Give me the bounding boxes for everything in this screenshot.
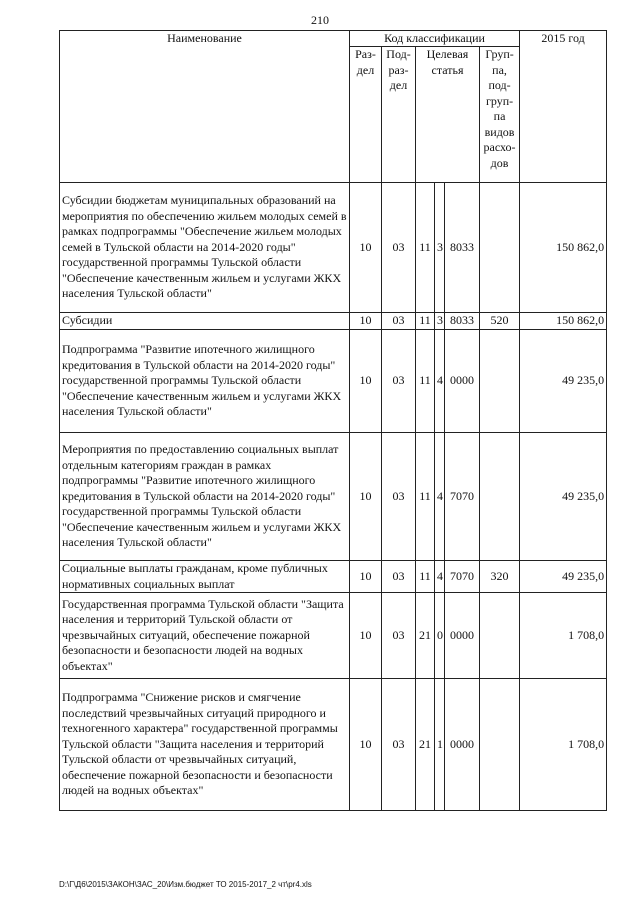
row-name: Мероприятия по предоставлению социальных выплат отдельным категориям граждан в рамках подпрограммы "Развитие ипотечного жилищного кредитования в Тульской области на 2014-2020 годы" государственной программы Тульской области "Обеспечение качественным жильем и услугами ЖКХ населения Тульской области" bbox=[60, 433, 350, 561]
row-podrazdel: 03 bbox=[382, 679, 416, 811]
row-razdel: 10 bbox=[350, 183, 382, 313]
table-row bbox=[60, 313, 607, 330]
row-razdel: 10 bbox=[350, 330, 382, 433]
row-target-3: 8033 bbox=[445, 313, 480, 330]
row-target-1: 11 bbox=[416, 183, 435, 313]
row-podrazdel: 03 bbox=[382, 433, 416, 561]
header-razdel: Раз- дел bbox=[350, 47, 382, 183]
row-expense-group: 320 bbox=[480, 561, 520, 593]
header-name: Наименование bbox=[60, 31, 350, 183]
row-amount: 1 708,0 bbox=[520, 593, 607, 679]
row-target-1: 11 bbox=[416, 330, 435, 433]
row-amount: 1 708,0 bbox=[520, 679, 607, 811]
row-amount: 49 235,0 bbox=[520, 433, 607, 561]
row-expense-group bbox=[480, 433, 520, 561]
row-expense-group bbox=[480, 330, 520, 433]
row-target-3: 0000 bbox=[445, 593, 480, 679]
budget-table bbox=[59, 30, 607, 811]
row-razdel: 10 bbox=[350, 593, 382, 679]
row-amount: 150 862,0 bbox=[520, 183, 607, 313]
table-row bbox=[60, 593, 607, 679]
table-row bbox=[60, 330, 607, 433]
row-target-1: 11 bbox=[416, 433, 435, 561]
header-classification: Код классификации bbox=[350, 31, 520, 47]
row-target-3: 0000 bbox=[445, 330, 480, 433]
row-target-2: 0 bbox=[435, 593, 445, 679]
row-target-3: 7070 bbox=[445, 561, 480, 593]
row-target-1: 11 bbox=[416, 561, 435, 593]
table-row bbox=[60, 679, 607, 811]
row-expense-group bbox=[480, 183, 520, 313]
row-target-1: 21 bbox=[416, 593, 435, 679]
table-row bbox=[60, 433, 607, 561]
row-podrazdel: 03 bbox=[382, 330, 416, 433]
header-podrazdel: Под- раз- дел bbox=[382, 47, 416, 183]
row-razdel: 10 bbox=[350, 313, 382, 330]
header-expense-group: Груп- па, под- груп- па видов расхо- дов bbox=[480, 47, 520, 183]
row-target-2: 4 bbox=[435, 561, 445, 593]
row-podrazdel: 03 bbox=[382, 183, 416, 313]
row-razdel: 10 bbox=[350, 561, 382, 593]
row-name: Субсидии бюджетам муниципальных образований на мероприятия по обеспечению жильем молодых семей в рамках подпрограммы "Обеспечение жильем молодых семей в Тульской области на 2014-2020 годы" государственной программы Тульской области "Обеспечение качественным жильем и услугами ЖКХ населения Тульской области" bbox=[60, 183, 350, 313]
file-path-footer: D:\Г\Д6\2015\ЗАКОН\ЗАС_20\Изм.бюджет ТО 2015-2017_2 чт\pr4.xls bbox=[59, 880, 312, 889]
row-name: Государственная программа Тульской области "Защита населения и территорий Тульской области от чрезвычайных ситуаций, обеспечение пожарной безопасности и безопасности людей на водных объектах" bbox=[60, 593, 350, 679]
row-name: Подпрограмма "Развитие ипотечного жилищного кредитования в Тульской области на 2014-2020 годы" государственной программы Тульской области "Обеспечение качественным жильем и услугами ЖКХ населения Тульской области" bbox=[60, 330, 350, 433]
row-amount: 150 862,0 bbox=[520, 313, 607, 330]
header-year: 2015 год bbox=[520, 31, 607, 183]
row-target-1: 21 bbox=[416, 679, 435, 811]
row-expense-group bbox=[480, 679, 520, 811]
row-name: Подпрограмма "Снижение рисков и смягчение последствий чрезвычайных ситуаций природного и техногенного характера" государственной программы Тульской области "Защита населения и территорий Тульской области от чрезвычайных ситуаций, обеспечение пожарной безопасности и безопасности людей на водных объектах" bbox=[60, 679, 350, 811]
row-podrazdel: 03 bbox=[382, 313, 416, 330]
row-target-3: 8033 bbox=[445, 183, 480, 313]
row-target-2: 3 bbox=[435, 313, 445, 330]
row-name: Субсидии bbox=[60, 313, 350, 330]
row-target-2: 4 bbox=[435, 330, 445, 433]
row-expense-group bbox=[480, 593, 520, 679]
table-row bbox=[60, 183, 607, 313]
header-target-article: Целевая статья bbox=[416, 47, 480, 183]
row-target-1: 11 bbox=[416, 313, 435, 330]
row-target-2: 1 bbox=[435, 679, 445, 811]
row-target-3: 7070 bbox=[445, 433, 480, 561]
table-row bbox=[60, 561, 607, 593]
row-name: Социальные выплаты гражданам, кроме публичных нормативных социальных выплат bbox=[60, 561, 350, 593]
row-amount: 49 235,0 bbox=[520, 561, 607, 593]
page-number: 210 bbox=[311, 13, 329, 27]
row-target-3: 0000 bbox=[445, 679, 480, 811]
row-podrazdel: 03 bbox=[382, 593, 416, 679]
row-podrazdel: 03 bbox=[382, 561, 416, 593]
row-target-2: 4 bbox=[435, 433, 445, 561]
row-razdel: 10 bbox=[350, 679, 382, 811]
row-razdel: 10 bbox=[350, 433, 382, 561]
row-expense-group: 520 bbox=[480, 313, 520, 330]
row-amount: 49 235,0 bbox=[520, 330, 607, 433]
row-target-2: 3 bbox=[435, 183, 445, 313]
